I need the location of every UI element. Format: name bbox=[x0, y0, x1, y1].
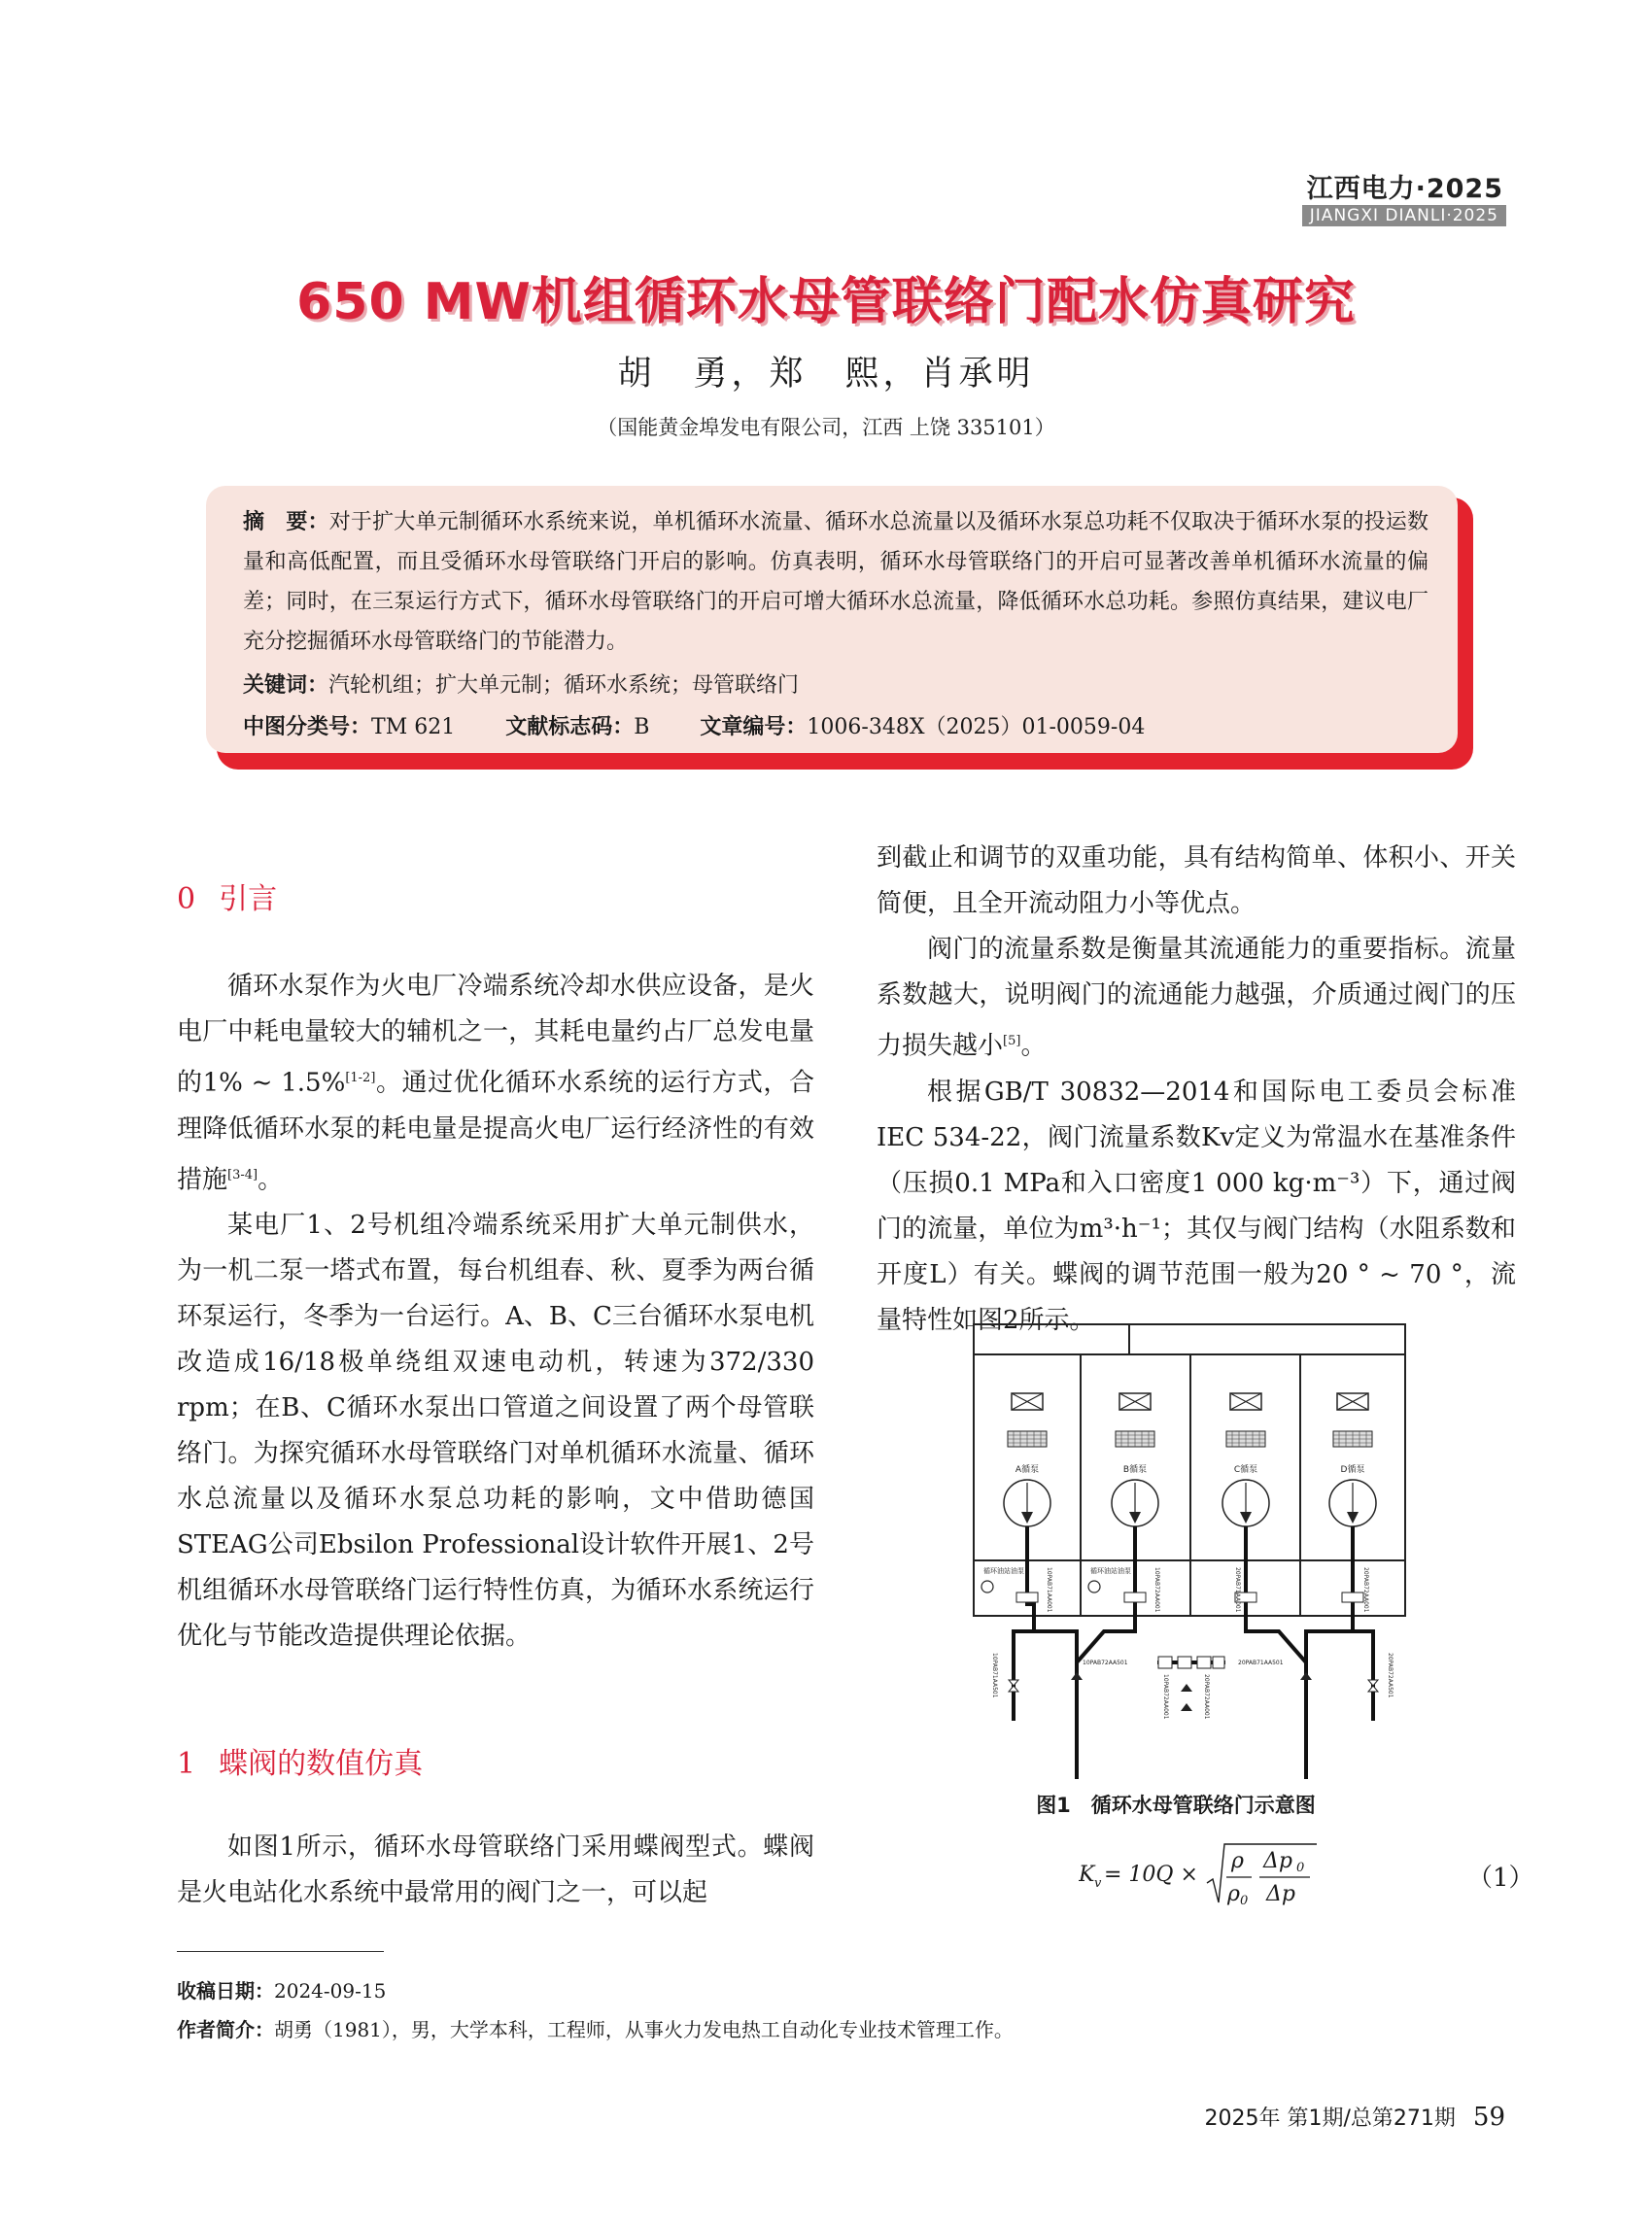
valve-tag-5: 10PAB71AA501 bbox=[991, 1653, 998, 1698]
right-paragraph-2: 阀门的流量系数是衡量其流通能力的重要指标。流量系数越大，说明阀门的流通能力越强，介质通过阀门的压力损失越小[5]。 bbox=[877, 935, 1516, 1061]
formula-rho: ρ bbox=[1231, 1849, 1244, 1873]
valve-tag-7: 20PAB71AA501 bbox=[1238, 1660, 1284, 1666]
abstract-label: 摘 要： bbox=[243, 510, 329, 534]
authors: 胡 勇，郑 熙，肖承明 bbox=[617, 355, 1035, 394]
formula-dp: Δp bbox=[1266, 1882, 1295, 1906]
article-no-label: 文章编号： bbox=[700, 715, 808, 739]
section-1-text bbox=[177, 1825, 814, 1916]
formula-rho0: ρ bbox=[1227, 1882, 1240, 1906]
article-no-value: 1006-348X（2025）01-0059-04 bbox=[807, 715, 1146, 739]
oil-station-label-b: 循环油站油泵 bbox=[1090, 1567, 1131, 1575]
section-number: 0 bbox=[177, 882, 196, 916]
pump-b bbox=[1112, 1393, 1158, 1526]
right-column bbox=[877, 836, 1516, 1344]
pump-label-b: B循泵 bbox=[1122, 1465, 1148, 1475]
citation: [5] bbox=[1003, 1034, 1021, 1048]
valve-tag-4: 20PAB72AA001 bbox=[1362, 1567, 1369, 1613]
valve-tag-10: 20PAB72AA001 bbox=[1203, 1674, 1210, 1720]
intro-paragraph-1: 循环水泵作为火电厂冷端系统冷却水供应设备，是火电厂中耗电量较大的辅机之一，其耗电量约占厂总发电量的1% ~ 1.5%[1-2]。通过优化循环水系统的运行方式，合理降低循环水泵的耗电量是提高火电厂运行经济性的有效措施[3-4]。 bbox=[177, 972, 814, 1195]
doc-code-value: B bbox=[634, 715, 650, 739]
pump-label-c: C循泵 bbox=[1233, 1465, 1258, 1475]
pump-a bbox=[1004, 1393, 1050, 1526]
section-title: 蝶阀的数值仿真 bbox=[219, 1747, 424, 1781]
pump-c bbox=[1222, 1393, 1269, 1526]
right-paragraph-1: 到截止和调节的双重功能，具有结构简单、体积小、开关简便，且全开流动阻力小等优点。 bbox=[877, 843, 1516, 918]
discharge-pipes bbox=[1014, 1526, 1373, 1779]
article-title: 650 MW机组循环水母管联络门配水仿真研究 bbox=[296, 273, 1356, 331]
received-date: 收稿日期：2024-09-15 bbox=[177, 1979, 387, 2003]
page-number: 59 bbox=[1472, 2103, 1505, 2132]
formula-1 bbox=[1079, 1840, 1390, 1914]
pump-label-d: D循泵 bbox=[1340, 1465, 1365, 1475]
section-number: 1 bbox=[177, 1747, 196, 1781]
valve-tag-3: 20PAB71AA001 bbox=[1234, 1567, 1241, 1613]
pump-label-a: A循泵 bbox=[1015, 1465, 1040, 1475]
equation-number: （1） bbox=[1467, 1864, 1534, 1893]
valve-tag-8: 20PAB72AA501 bbox=[1387, 1653, 1394, 1698]
formula-lhs-sub: v bbox=[1094, 1876, 1102, 1891]
citation: [3-4] bbox=[227, 1167, 258, 1182]
footnote-rule bbox=[177, 1951, 384, 1952]
valve-tag-2: 10PAB72AA001 bbox=[1153, 1567, 1160, 1613]
clc-value: TM 621 bbox=[371, 715, 456, 739]
abstract-text: 对于扩大单元制循环水系统来说，单机循环水流量、循环水总流量以及循环水泵总功耗不仅取决于循环水泵的投运数量和高低配置，而且受循环水母管联络门开启的影响。仿真表明，循环水母管联络门的开启可显著改善单机循环水流量的偏差；同时，在三泵运行方式下，循环水母管联络门的开启可增大循环水总流量，降低循环水总功耗。参照仿真结果，建议电厂充分挖掘循环水母管联络门的节能潜力。 bbox=[243, 510, 1428, 654]
figure-1-caption: 图1 循环水母管联络门示意图 bbox=[1036, 1794, 1316, 1817]
intro-column bbox=[177, 964, 814, 1660]
formula-const: = 10Q × bbox=[1104, 1863, 1198, 1887]
issue-info: 2025年 第1期/总第271期 bbox=[1204, 2106, 1456, 2131]
right-paragraph-3: 根据GB/T 30832—2014和国际电工委员会标准IEC 534-22，阀门流量系数Kv定义为常温水在基准条件（压损0.1 MPa和入口密度1 000 kg·m⁻³）下，通过阀门的流量，单位为m³·h⁻¹；其仅与阀门结构（水阻系数和开度L）有关。蝶阀的调节范围一般为20 ° ~ 70 °，流量特性如图2所示。 bbox=[877, 1077, 1516, 1335]
journal-name: 江西电力·2025 bbox=[1306, 174, 1503, 204]
figure-1-diagram bbox=[958, 1322, 1421, 1784]
formula-sub0-b: 0 bbox=[1296, 1861, 1305, 1875]
citation: [1-2] bbox=[345, 1071, 376, 1085]
formula-dp0: Δp bbox=[1263, 1849, 1292, 1873]
author-bio: 作者简介：胡勇（1981），男，大学本科，工程师，从事火力发电热工自动化专业技术管理工作。 bbox=[177, 2018, 1014, 2041]
classification-line bbox=[243, 710, 1145, 740]
affiliation: （国能黄金埠发电有限公司，江西 上饶 335101） bbox=[597, 416, 1055, 439]
valves bbox=[1009, 1592, 1378, 1692]
section-title: 引言 bbox=[219, 882, 278, 916]
valve-tag-1: 10PAB71AA001 bbox=[1046, 1567, 1052, 1613]
clc-label: 中图分类号： bbox=[243, 715, 372, 739]
pump-d bbox=[1329, 1393, 1376, 1526]
flow-arrows bbox=[1071, 1672, 1312, 1711]
formula-sub0: 0 bbox=[1240, 1894, 1249, 1908]
doc-code-label: 文献标志码： bbox=[505, 715, 635, 739]
intro-paragraph-2: 某电厂1、2号机组冷端系统采用扩大单元制供水，为一机二泵一塔式布置，每台机组春、秋、夏季为两台循环泵运行，冬季为一台运行。A、B、C三台循环水泵电机改造成16/18极单绕组双速电动机，转速为372/330 rpm；在B、C循环水泵出口管道之间设置了两个母管联络门。为探究循环水母管联络门对单机循环水流量、循环水总流量以及循环水泵总功耗的影响，文中借助德国STEAG公司Ebsilon Professional设计软件开展1、2号机组循环水母管联络门运行特性仿真，为循环水系统运行优化与节能改造提供理论依据。 bbox=[177, 1211, 814, 1652]
keywords-text: 汽轮机组；扩大单元制；循环水系统；母管联络门 bbox=[328, 673, 800, 698]
valve-tag-9: 10PAB72AA001 bbox=[1162, 1674, 1169, 1720]
keywords bbox=[243, 668, 799, 699]
valve-tag-6: 10PAB72AA501 bbox=[1083, 1660, 1128, 1666]
page-footer bbox=[1205, 2102, 1505, 2132]
oil-station-label-a: 循环油站油泵 bbox=[983, 1567, 1024, 1575]
section-heading-1 bbox=[177, 1739, 423, 1782]
keywords-label: 关键词： bbox=[243, 673, 329, 698]
section-heading-0 bbox=[177, 874, 277, 917]
abstract bbox=[243, 502, 1428, 662]
journal-name-pinyin: JIANGXI DIANLI·2025 bbox=[1302, 205, 1506, 226]
formula-lhs: K bbox=[1079, 1863, 1095, 1887]
section-1-paragraph-1: 如图1所示，循环水母管联络门采用蝶阀型式。蝶阀是火电站化水系统中最常用的阀门之一，可以起 bbox=[177, 1832, 814, 1907]
